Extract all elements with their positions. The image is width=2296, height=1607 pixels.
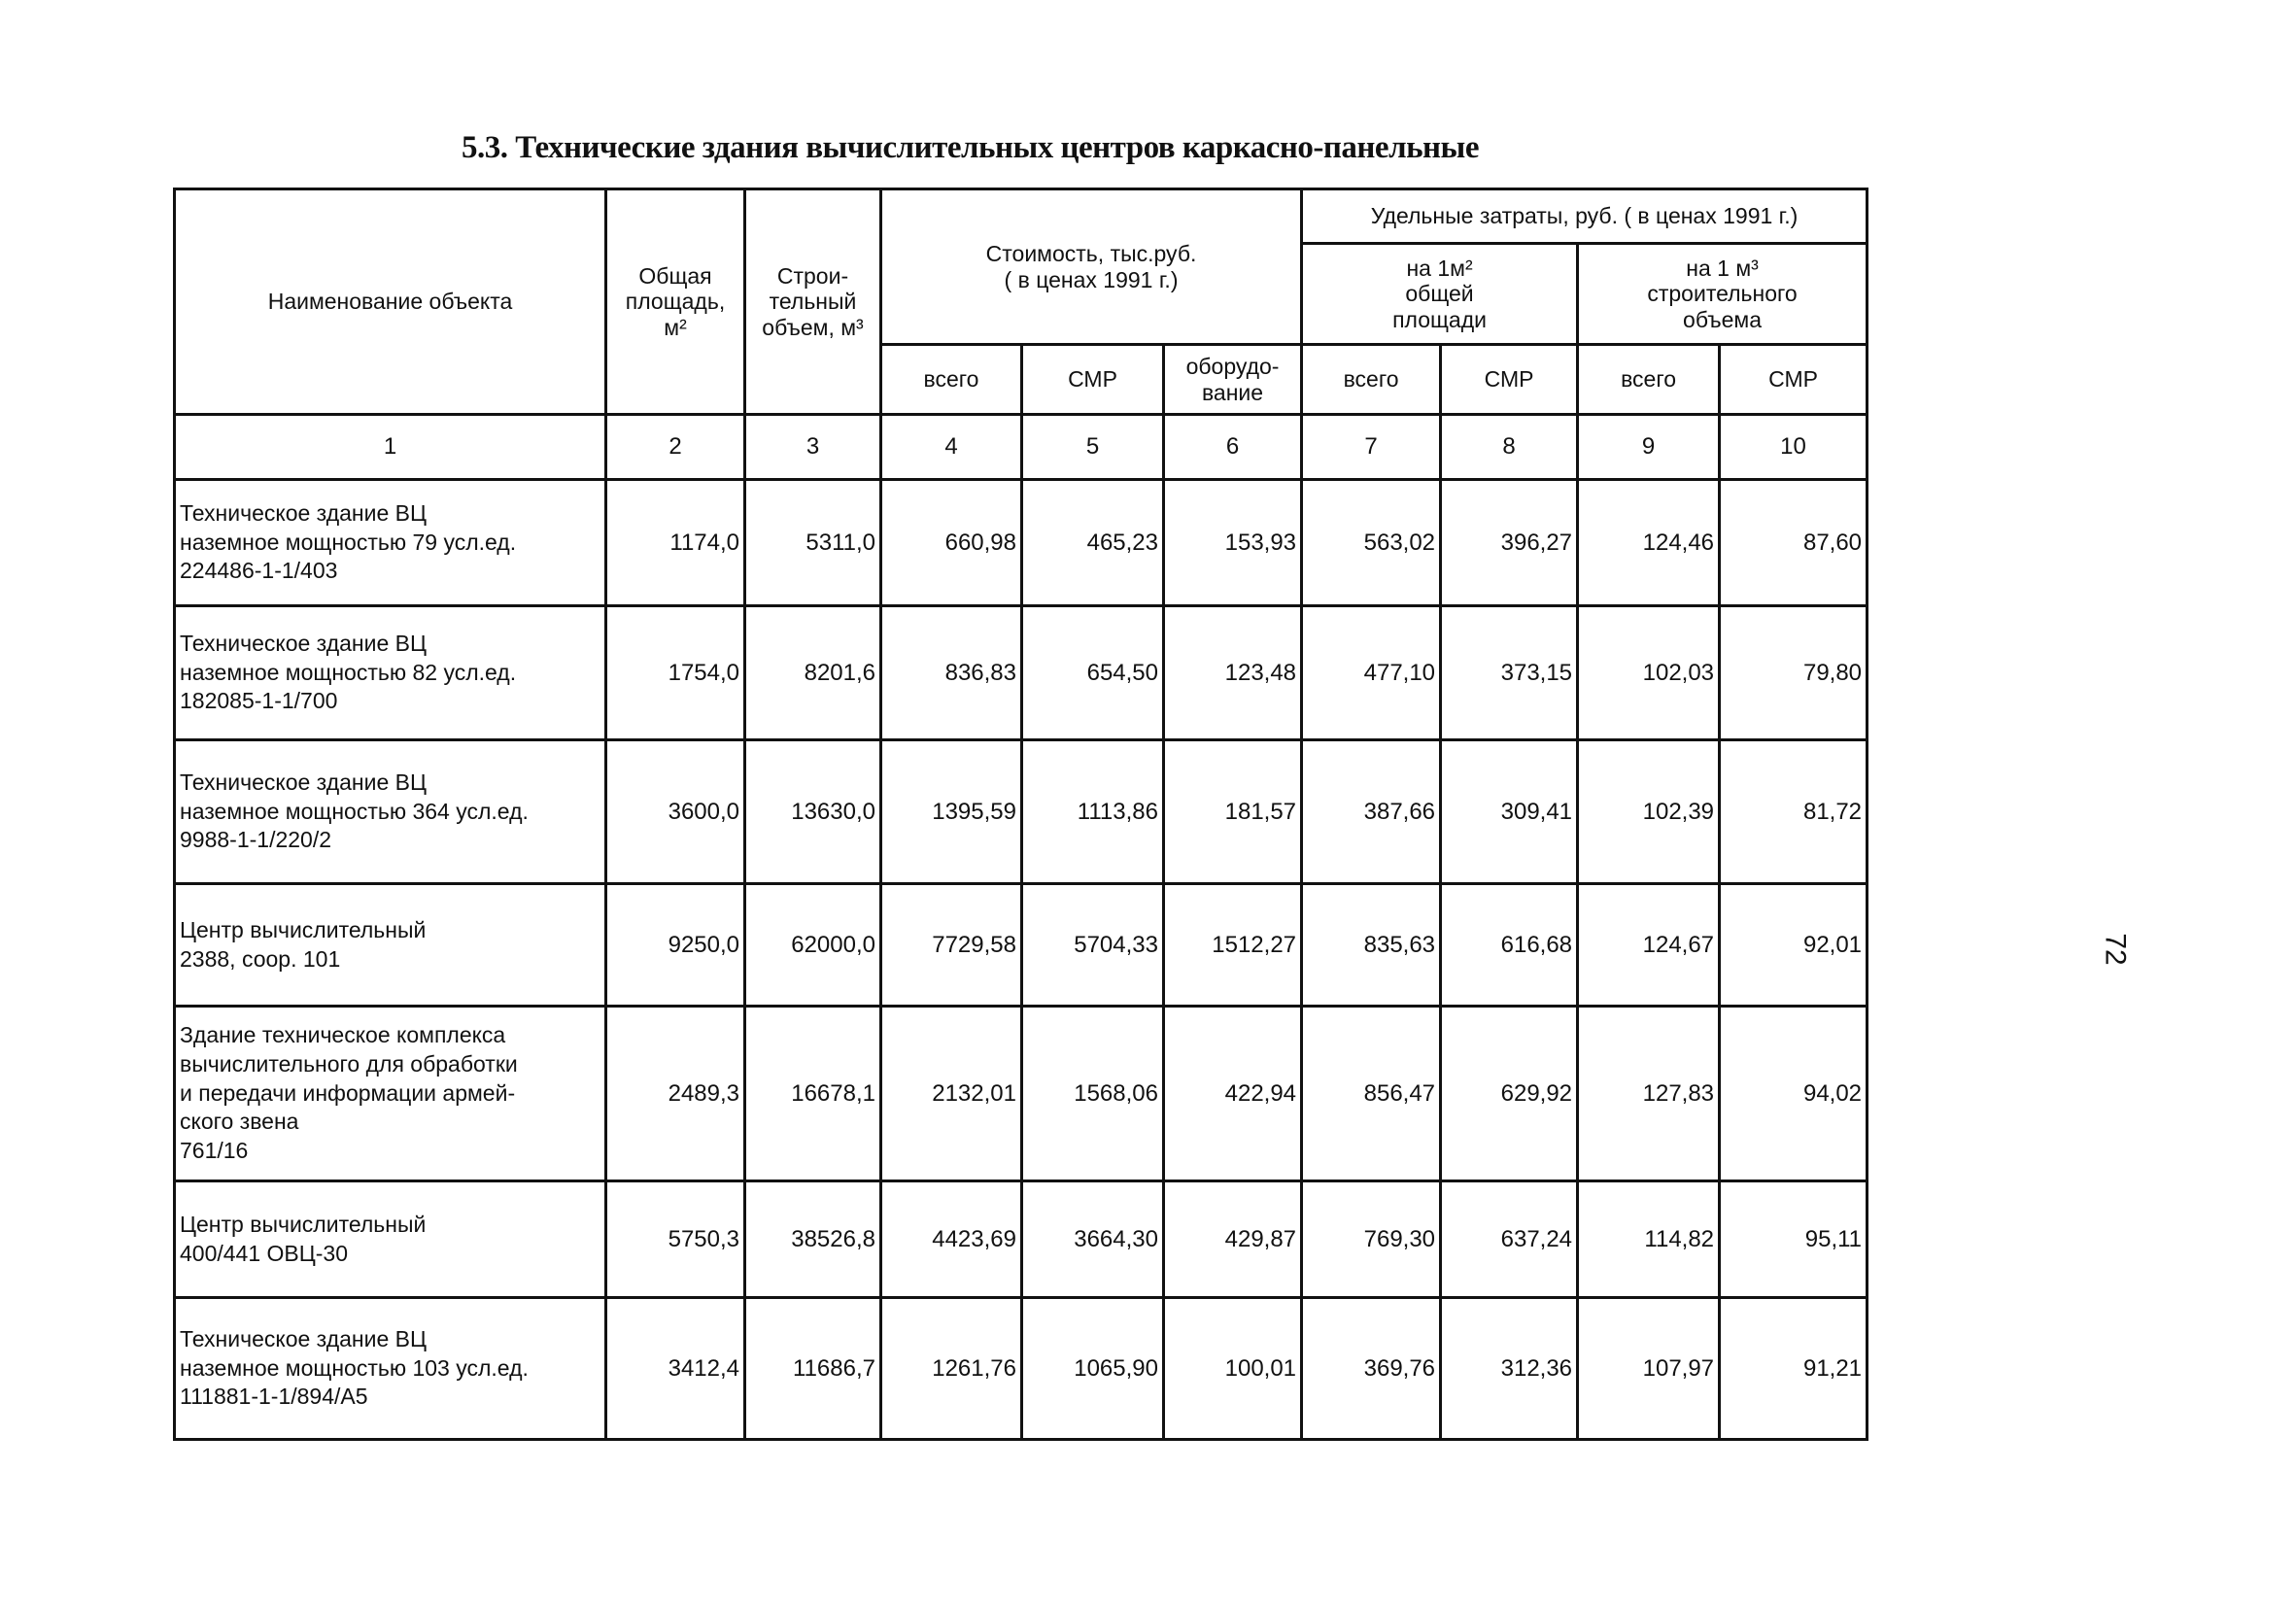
cell-m2-smr: 312,36 xyxy=(1441,1298,1578,1440)
header-per-m3 xyxy=(1578,244,1868,345)
header-volume-line: объем, м³ xyxy=(762,314,864,340)
cell-m3-smr: 79,80 xyxy=(1720,606,1868,740)
cell-m2-total: 563,02 xyxy=(1302,480,1441,606)
cell-area: 3412,4 xyxy=(606,1298,745,1440)
cell-cost-equipment: 181,57 xyxy=(1164,740,1302,884)
cost-table xyxy=(173,188,1868,1441)
cell-m3-smr: 92,01 xyxy=(1720,884,1868,1007)
cell-m2-smr: 629,92 xyxy=(1441,1007,1578,1181)
cell-m2-total: 835,63 xyxy=(1302,884,1441,1007)
row-object-name xyxy=(175,1007,606,1181)
cell-cost-equipment: 1512,27 xyxy=(1164,884,1302,1007)
row-object-name-line: Здание техническое комплекса xyxy=(180,1021,506,1047)
cell-m3-smr: 95,11 xyxy=(1720,1181,1868,1298)
cell-cost-smr: 1065,90 xyxy=(1022,1298,1164,1440)
cell-cost-total: 7729,58 xyxy=(881,884,1022,1007)
table-row xyxy=(175,740,1868,884)
page-title: 5.3. Технические здания вычислительных центров каркасно-панельные xyxy=(462,130,1479,165)
cell-volume: 5311,0 xyxy=(745,480,881,606)
row-object-name-line: наземное мощностью 364 усл.ед. xyxy=(180,798,529,824)
header-area-line: м² xyxy=(664,314,687,340)
row-object-name-line: наземное мощностью 82 усл.ед. xyxy=(180,659,517,685)
cell-cost-smr: 5704,33 xyxy=(1022,884,1164,1007)
header-per-m2-line: на 1м² xyxy=(1406,255,1473,281)
cell-cost-smr: 465,23 xyxy=(1022,480,1164,606)
cell-m2-total: 477,10 xyxy=(1302,606,1441,740)
row-object-name-line: 761/16 xyxy=(180,1138,249,1164)
cell-cost-total: 1395,59 xyxy=(881,740,1022,884)
cell-cost-total: 1261,76 xyxy=(881,1298,1022,1440)
row-object-name-line: наземное мощностью 79 усл.ед. xyxy=(180,529,517,555)
row-object-name-line: Техническое здание ВЦ xyxy=(180,499,427,526)
header-per-m3-line: объема xyxy=(1683,306,1763,332)
cell-volume: 38526,8 xyxy=(745,1181,881,1298)
cell-volume: 13630,0 xyxy=(745,740,881,884)
cell-cost-equipment: 123,48 xyxy=(1164,606,1302,740)
row-object-name xyxy=(175,480,606,606)
cell-m2-total: 856,47 xyxy=(1302,1007,1441,1181)
cell-area: 9250,0 xyxy=(606,884,745,1007)
cell-area: 2489,3 xyxy=(606,1007,745,1181)
row-object-name-line: Техническое здание ВЦ xyxy=(180,630,427,656)
cell-m2-smr: 309,41 xyxy=(1441,740,1578,884)
cell-cost-total: 4423,69 xyxy=(881,1181,1022,1298)
cell-m3-smr: 81,72 xyxy=(1720,740,1868,884)
column-number: 7 xyxy=(1302,415,1441,480)
page-number: 72 xyxy=(2099,933,2132,966)
header-area-line: Общая xyxy=(638,262,712,289)
column-number: 4 xyxy=(881,415,1022,480)
header-cost-equipment xyxy=(1164,345,1302,415)
cell-cost-equipment: 429,87 xyxy=(1164,1181,1302,1298)
row-object-name-line: Центр вычислительный xyxy=(180,916,427,942)
header-per-m3-line: на 1 м³ xyxy=(1686,255,1759,281)
header-name: Наименование объекта xyxy=(175,189,606,415)
cell-cost-equipment: 153,93 xyxy=(1164,480,1302,606)
column-number: 9 xyxy=(1578,415,1720,480)
row-object-name-line: 182085-1-1/700 xyxy=(180,688,338,714)
cell-m2-smr: 373,15 xyxy=(1441,606,1578,740)
table-row xyxy=(175,1007,1868,1181)
header-per-m2-line: общей xyxy=(1405,281,1474,307)
header-specific-group: Удельные затраты, руб. ( в ценах 1991 г.) xyxy=(1302,189,1868,244)
header-m3-total: всего xyxy=(1578,345,1720,415)
cell-volume: 8201,6 xyxy=(745,606,881,740)
row-object-name xyxy=(175,1298,606,1440)
cell-cost-total: 836,83 xyxy=(881,606,1022,740)
header-per-m2-line: площади xyxy=(1392,306,1487,332)
header-per-m2 xyxy=(1302,244,1578,345)
column-number: 2 xyxy=(606,415,745,480)
row-object-name xyxy=(175,740,606,884)
column-number-row xyxy=(175,415,1868,480)
cell-area: 5750,3 xyxy=(606,1181,745,1298)
cell-m3-total: 124,46 xyxy=(1578,480,1720,606)
row-object-name-line: Техническое здание ВЦ xyxy=(180,769,427,795)
header-cost-line: ( в ценах 1991 г.) xyxy=(1004,266,1179,292)
cell-m2-smr: 396,27 xyxy=(1441,480,1578,606)
row-object-name xyxy=(175,884,606,1007)
table-row xyxy=(175,884,1868,1007)
cell-m2-total: 769,30 xyxy=(1302,1181,1441,1298)
cell-m2-smr: 637,24 xyxy=(1441,1181,1578,1298)
header-m2-smr: СМР xyxy=(1441,345,1578,415)
cell-cost-smr: 654,50 xyxy=(1022,606,1164,740)
header-equipment-line: вание xyxy=(1201,379,1264,405)
cell-area: 1174,0 xyxy=(606,480,745,606)
cell-m3-total: 124,67 xyxy=(1578,884,1720,1007)
cell-cost-total: 2132,01 xyxy=(881,1007,1022,1181)
header-m2-total: всего xyxy=(1302,345,1441,415)
cell-cost-equipment: 100,01 xyxy=(1164,1298,1302,1440)
cell-m3-smr: 91,21 xyxy=(1720,1298,1868,1440)
row-object-name-line: 111881-1-1/894/А5 xyxy=(180,1384,368,1410)
header-volume-line: Строи- xyxy=(776,262,849,289)
cell-cost-smr: 3664,30 xyxy=(1022,1181,1164,1298)
row-object-name-line: ского звена xyxy=(180,1109,299,1135)
row-object-name-line: Центр вычислительный xyxy=(180,1211,427,1237)
column-number: 10 xyxy=(1720,415,1868,480)
cell-m3-total: 102,03 xyxy=(1578,606,1720,740)
header-area-line: площадь, xyxy=(625,289,726,315)
header-cost-smr: СМР xyxy=(1022,345,1164,415)
column-number: 5 xyxy=(1022,415,1164,480)
row-object-name-line: вычислительного для обработки xyxy=(180,1050,518,1077)
header-volume xyxy=(745,189,881,415)
row-object-name-line: наземное мощностью 103 усл.ед. xyxy=(180,1354,529,1381)
cell-volume: 62000,0 xyxy=(745,884,881,1007)
cell-m2-total: 369,76 xyxy=(1302,1298,1441,1440)
table-row xyxy=(175,1181,1868,1298)
row-object-name-line: 224486-1-1/403 xyxy=(180,558,338,584)
row-object-name-line: 400/441 ОВЦ-30 xyxy=(180,1240,349,1266)
table-row xyxy=(175,606,1868,740)
column-number: 8 xyxy=(1441,415,1578,480)
cell-m3-total: 102,39 xyxy=(1578,740,1720,884)
cell-m2-total: 387,66 xyxy=(1302,740,1441,884)
header-m3-smr: СМР xyxy=(1720,345,1868,415)
cell-m3-total: 107,97 xyxy=(1578,1298,1720,1440)
column-number: 3 xyxy=(745,415,881,480)
header-area xyxy=(606,189,745,415)
cell-area: 3600,0 xyxy=(606,740,745,884)
row-object-name xyxy=(175,606,606,740)
column-number: 1 xyxy=(175,415,606,480)
cell-cost-total: 660,98 xyxy=(881,480,1022,606)
header-cost-group xyxy=(881,189,1302,345)
cell-volume: 11686,7 xyxy=(745,1298,881,1440)
row-object-name-line: и передачи информации армей- xyxy=(180,1079,516,1106)
column-number: 6 xyxy=(1164,415,1302,480)
cell-cost-equipment: 422,94 xyxy=(1164,1007,1302,1181)
header-cost-total: всего xyxy=(881,345,1022,415)
cell-m3-smr: 87,60 xyxy=(1720,480,1868,606)
row-object-name xyxy=(175,1181,606,1298)
cell-area: 1754,0 xyxy=(606,606,745,740)
cell-cost-smr: 1113,86 xyxy=(1022,740,1164,884)
cell-m3-smr: 94,02 xyxy=(1720,1007,1868,1181)
header-cost-line: Стоимость, тыс.руб. xyxy=(985,241,1197,267)
row-object-name-line: 2388, соор. 101 xyxy=(180,945,341,972)
row-object-name-line: Техническое здание ВЦ xyxy=(180,1325,427,1351)
row-object-name-line: 9988-1-1/220/2 xyxy=(180,827,332,853)
header-per-m3-line: строительного xyxy=(1647,281,1798,307)
table-row xyxy=(175,480,1868,606)
cell-m3-total: 114,82 xyxy=(1578,1181,1720,1298)
cell-m3-total: 127,83 xyxy=(1578,1007,1720,1181)
header-equipment-line: оборудо- xyxy=(1185,354,1280,380)
table-row xyxy=(175,1298,1868,1440)
cell-volume: 16678,1 xyxy=(745,1007,881,1181)
header-volume-line: тельный xyxy=(769,289,857,315)
cell-m2-smr: 616,68 xyxy=(1441,884,1578,1007)
cell-cost-smr: 1568,06 xyxy=(1022,1007,1164,1181)
